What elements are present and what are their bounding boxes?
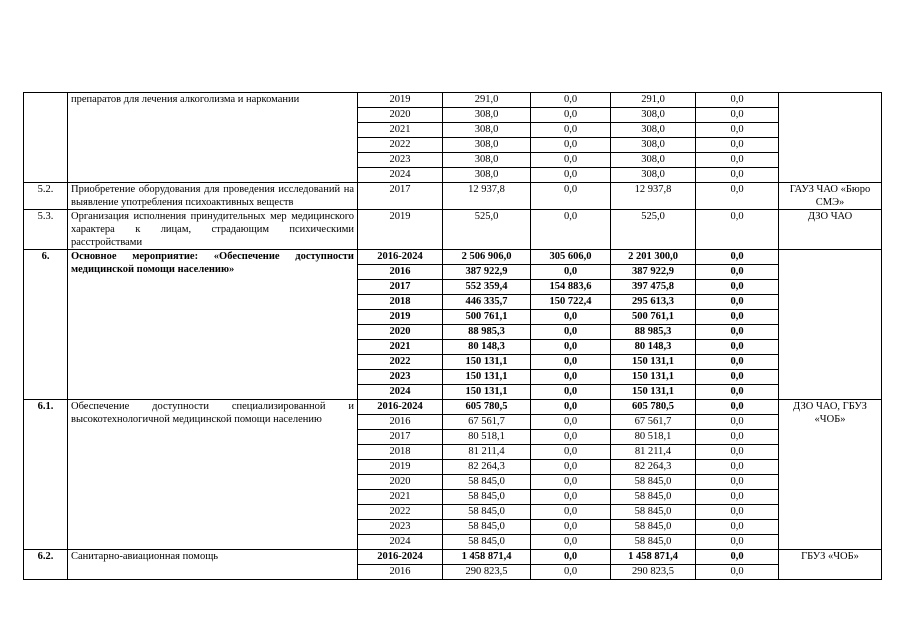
item-name: Санитарно-авиационная помощь (68, 550, 358, 580)
total-cell: 605 780,5 (443, 400, 531, 415)
regional-budget-cell: 58 845,0 (611, 520, 696, 535)
regional-budget-cell: 67 561,7 (611, 415, 696, 430)
federal-budget-cell: 0,0 (531, 325, 611, 340)
item-name: препаратов для лечения алкоголизма и наркомании (68, 93, 358, 183)
year-cell: 2016-2024 (358, 400, 443, 415)
total-cell: 291,0 (443, 93, 531, 108)
regional-budget-cell: 58 845,0 (611, 490, 696, 505)
total-cell: 500 761,1 (443, 310, 531, 325)
total-cell: 67 561,7 (443, 415, 531, 430)
executor-cell: ГБУЗ «ЧОБ» (779, 550, 882, 580)
federal-budget-cell: 150 722,4 (531, 295, 611, 310)
item-name: Организация исполнения принудительных мер медицинского характера к лицам, страдающим психическими расстройствами (68, 210, 358, 250)
federal-budget-cell: 0,0 (531, 183, 611, 210)
other-cell: 0,0 (696, 565, 779, 580)
other-cell: 0,0 (696, 340, 779, 355)
regional-budget-cell: 88 985,3 (611, 325, 696, 340)
federal-budget-cell: 0,0 (531, 340, 611, 355)
federal-budget-cell: 0,0 (531, 93, 611, 108)
total-cell: 58 845,0 (443, 475, 531, 490)
total-cell: 150 131,1 (443, 385, 531, 400)
other-cell: 0,0 (696, 93, 779, 108)
total-cell: 290 823,5 (443, 565, 531, 580)
year-cell: 2024 (358, 385, 443, 400)
other-cell: 0,0 (696, 295, 779, 310)
year-cell: 2019 (358, 210, 443, 250)
other-cell: 0,0 (696, 280, 779, 295)
federal-budget-cell: 154 883,6 (531, 280, 611, 295)
item-code (24, 93, 68, 183)
table-row (24, 550, 882, 565)
total-cell: 1 458 871,4 (443, 550, 531, 565)
year-cell: 2024 (358, 168, 443, 183)
executor-cell (779, 250, 882, 400)
federal-budget-cell: 0,0 (531, 123, 611, 138)
regional-budget-cell: 308,0 (611, 123, 696, 138)
federal-budget-cell: 0,0 (531, 430, 611, 445)
year-cell: 2018 (358, 445, 443, 460)
regional-budget-cell: 387 922,9 (611, 265, 696, 280)
other-cell: 0,0 (696, 370, 779, 385)
year-cell: 2021 (358, 340, 443, 355)
federal-budget-cell: 0,0 (531, 310, 611, 325)
federal-budget-cell: 0,0 (531, 415, 611, 430)
item-name: Основное мероприятие: «Обеспечение доступности медицинской помощи населению» (68, 250, 358, 400)
year-cell: 2016 (358, 415, 443, 430)
year-cell: 2020 (358, 325, 443, 340)
executor-cell: ДЗО ЧАО (779, 210, 882, 250)
regional-budget-cell: 81 211,4 (611, 445, 696, 460)
total-cell: 308,0 (443, 138, 531, 153)
total-cell: 82 264,3 (443, 460, 531, 475)
year-cell: 2019 (358, 460, 443, 475)
total-cell: 58 845,0 (443, 520, 531, 535)
other-cell: 0,0 (696, 108, 779, 123)
item-code: 6.1. (24, 400, 68, 550)
item-name: Обеспечение доступности специализированной и высокотехнологичной медицинской помощи населению (68, 400, 358, 550)
regional-budget-cell: 295 613,3 (611, 295, 696, 310)
regional-budget-cell: 82 264,3 (611, 460, 696, 475)
total-cell: 2 506 906,0 (443, 250, 531, 265)
table-row (24, 183, 882, 210)
other-cell: 0,0 (696, 138, 779, 153)
other-cell: 0,0 (696, 520, 779, 535)
program-table (23, 92, 882, 580)
other-cell: 0,0 (696, 415, 779, 430)
year-cell: 2016-2024 (358, 250, 443, 265)
regional-budget-cell: 308,0 (611, 108, 696, 123)
executor-cell: ГАУЗ ЧАО «Бюро СМЭ» (779, 183, 882, 210)
year-cell: 2020 (358, 108, 443, 123)
total-cell: 308,0 (443, 153, 531, 168)
executor-cell: ДЗО ЧАО, ГБУЗ «ЧОБ» (779, 400, 882, 550)
other-cell: 0,0 (696, 123, 779, 138)
total-cell: 81 211,4 (443, 445, 531, 460)
other-cell: 0,0 (696, 153, 779, 168)
item-code: 5.2. (24, 183, 68, 210)
regional-budget-cell: 58 845,0 (611, 535, 696, 550)
regional-budget-cell: 58 845,0 (611, 505, 696, 520)
table-row (24, 210, 882, 250)
total-cell: 58 845,0 (443, 535, 531, 550)
item-code: 6. (24, 250, 68, 400)
total-cell: 88 985,3 (443, 325, 531, 340)
other-cell: 0,0 (696, 210, 779, 250)
year-cell: 2021 (358, 490, 443, 505)
regional-budget-cell: 2 201 300,0 (611, 250, 696, 265)
regional-budget-cell: 500 761,1 (611, 310, 696, 325)
total-cell: 525,0 (443, 210, 531, 250)
year-cell: 2022 (358, 138, 443, 153)
year-cell: 2019 (358, 93, 443, 108)
regional-budget-cell: 525,0 (611, 210, 696, 250)
federal-budget-cell: 0,0 (531, 400, 611, 415)
year-cell: 2020 (358, 475, 443, 490)
total-cell: 308,0 (443, 108, 531, 123)
item-code: 5.3. (24, 210, 68, 250)
federal-budget-cell: 0,0 (531, 138, 611, 153)
item-code: 6.2. (24, 550, 68, 580)
federal-budget-cell: 0,0 (531, 445, 611, 460)
regional-budget-cell: 58 845,0 (611, 475, 696, 490)
year-cell: 2021 (358, 123, 443, 138)
regional-budget-cell: 80 518,1 (611, 430, 696, 445)
regional-budget-cell: 291,0 (611, 93, 696, 108)
regional-budget-cell: 12 937,8 (611, 183, 696, 210)
other-cell: 0,0 (696, 168, 779, 183)
federal-budget-cell: 0,0 (531, 505, 611, 520)
federal-budget-cell: 0,0 (531, 108, 611, 123)
total-cell: 308,0 (443, 168, 531, 183)
other-cell: 0,0 (696, 183, 779, 210)
year-cell: 2023 (358, 520, 443, 535)
other-cell: 0,0 (696, 250, 779, 265)
year-cell: 2017 (358, 430, 443, 445)
federal-budget-cell: 0,0 (531, 355, 611, 370)
other-cell: 0,0 (696, 430, 779, 445)
total-cell: 58 845,0 (443, 505, 531, 520)
executor-cell (779, 93, 882, 183)
federal-budget-cell: 0,0 (531, 265, 611, 280)
year-cell: 2016 (358, 565, 443, 580)
regional-budget-cell: 150 131,1 (611, 370, 696, 385)
federal-budget-cell: 0,0 (531, 370, 611, 385)
federal-budget-cell: 0,0 (531, 210, 611, 250)
table-row (24, 93, 882, 108)
federal-budget-cell: 0,0 (531, 565, 611, 580)
federal-budget-cell: 0,0 (531, 550, 611, 565)
year-cell: 2024 (358, 535, 443, 550)
total-cell: 150 131,1 (443, 370, 531, 385)
federal-budget-cell: 305 606,0 (531, 250, 611, 265)
other-cell: 0,0 (696, 265, 779, 280)
regional-budget-cell: 80 148,3 (611, 340, 696, 355)
federal-budget-cell: 0,0 (531, 490, 611, 505)
year-cell: 2022 (358, 505, 443, 520)
federal-budget-cell: 0,0 (531, 475, 611, 490)
year-cell: 2016 (358, 265, 443, 280)
regional-budget-cell: 150 131,1 (611, 385, 696, 400)
federal-budget-cell: 0,0 (531, 168, 611, 183)
other-cell: 0,0 (696, 460, 779, 475)
total-cell: 387 922,9 (443, 265, 531, 280)
federal-budget-cell: 0,0 (531, 520, 611, 535)
year-cell: 2023 (358, 370, 443, 385)
total-cell: 80 518,1 (443, 430, 531, 445)
year-cell: 2017 (358, 280, 443, 295)
total-cell: 308,0 (443, 123, 531, 138)
federal-budget-cell: 0,0 (531, 460, 611, 475)
total-cell: 446 335,7 (443, 295, 531, 310)
regional-budget-cell: 397 475,8 (611, 280, 696, 295)
year-cell: 2016-2024 (358, 550, 443, 565)
other-cell: 0,0 (696, 310, 779, 325)
other-cell: 0,0 (696, 445, 779, 460)
other-cell: 0,0 (696, 505, 779, 520)
table-body (24, 93, 882, 580)
year-cell: 2018 (358, 295, 443, 310)
table-row (24, 400, 882, 415)
other-cell: 0,0 (696, 325, 779, 340)
total-cell: 150 131,1 (443, 355, 531, 370)
regional-budget-cell: 290 823,5 (611, 565, 696, 580)
other-cell: 0,0 (696, 475, 779, 490)
regional-budget-cell: 308,0 (611, 168, 696, 183)
regional-budget-cell: 308,0 (611, 153, 696, 168)
federal-budget-cell: 0,0 (531, 535, 611, 550)
other-cell: 0,0 (696, 550, 779, 565)
regional-budget-cell: 605 780,5 (611, 400, 696, 415)
total-cell: 552 359,4 (443, 280, 531, 295)
regional-budget-cell: 150 131,1 (611, 355, 696, 370)
federal-budget-cell: 0,0 (531, 153, 611, 168)
other-cell: 0,0 (696, 400, 779, 415)
year-cell: 2017 (358, 183, 443, 210)
federal-budget-cell: 0,0 (531, 385, 611, 400)
total-cell: 80 148,3 (443, 340, 531, 355)
other-cell: 0,0 (696, 385, 779, 400)
year-cell: 2019 (358, 310, 443, 325)
item-name: Приобретение оборудования для проведения исследований на выявление употребления психоактивных веществ (68, 183, 358, 210)
total-cell: 58 845,0 (443, 490, 531, 505)
regional-budget-cell: 1 458 871,4 (611, 550, 696, 565)
total-cell: 12 937,8 (443, 183, 531, 210)
other-cell: 0,0 (696, 535, 779, 550)
other-cell: 0,0 (696, 490, 779, 505)
regional-budget-cell: 308,0 (611, 138, 696, 153)
table-row (24, 250, 882, 265)
year-cell: 2022 (358, 355, 443, 370)
other-cell: 0,0 (696, 355, 779, 370)
year-cell: 2023 (358, 153, 443, 168)
